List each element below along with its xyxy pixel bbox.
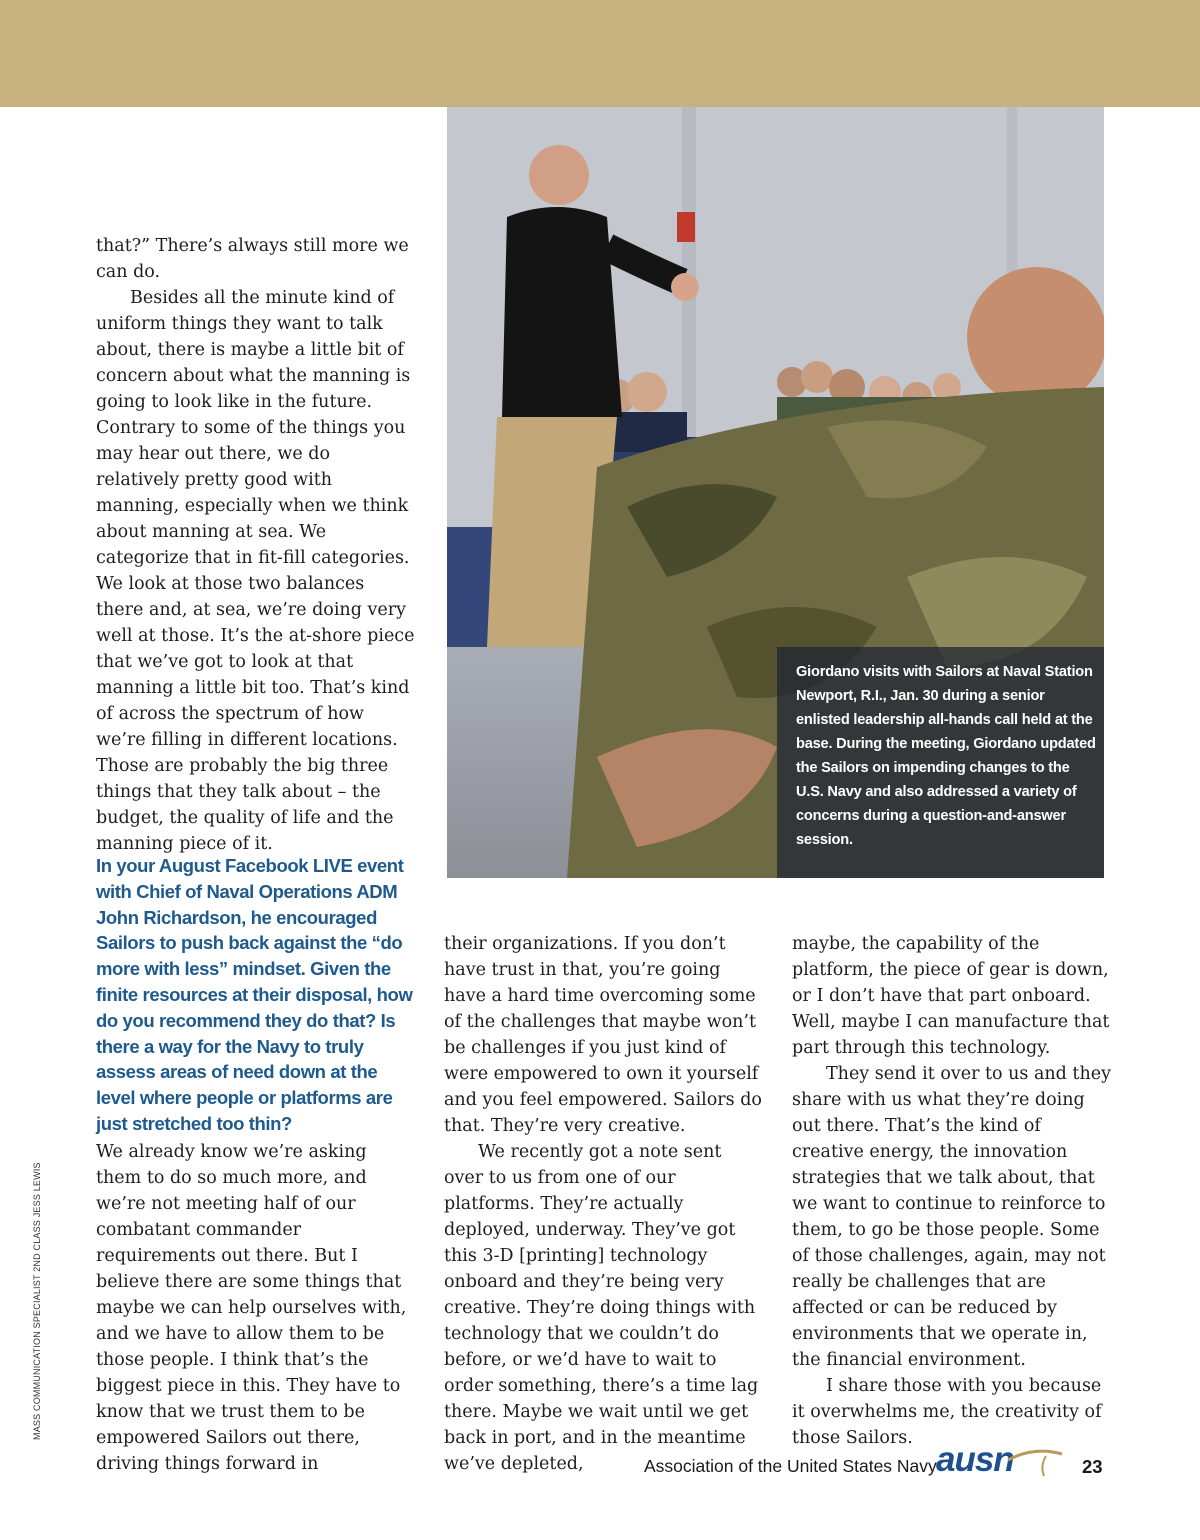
logo-swoosh-icon <box>1006 1444 1066 1478</box>
photo-caption: Giordano visits with Sailors at Naval Station Newport, R.I., Jan. 30 during a senior enlisted leadership all-hands call held at the base. During the meeting, Giordano updated the Sailors on impending changes to the U.S. Navy and also addressed a variety of concerns during a question-and-answer session. <box>796 664 1096 848</box>
article-column-1-top <box>96 233 416 857</box>
ausn-logo-text: ausn <box>936 1440 1014 1479</box>
paragraph: I share those with you because it overwhelms me, the creativity of those Sailors. <box>792 1376 1102 1448</box>
paragraph: They send it over to us and they share with us what they’re doing out there. That’s the kind of creative energy, the innovation strategies that we talk about, that we want to continue to reinforce to them, to go be those people. Some of those challenges, again, may not really be challenges that are affected or can be reduced by environments that we operate in, the financial environment. <box>792 1064 1111 1370</box>
paragraph: Besides all the minute kind of uniform things they want to talk about, there is maybe a little bit of concern about what the manning is going to look like in the future. Contrary to some of the things you may hear out there, we do relatively pretty good with manning, especially when we think about manning at sea. We categorize that in fit-fill categories. We look at those two balances there and, at sea, we’re doing very well at those. It’s the at-shore piece that we’ve got to look at that manning a little bit too. That’s kind of across the spectrum of how we’re filling in different locations. Those are probably the big three things that they talk about – the budget, the quality of life and the manning piece of it. <box>96 288 415 854</box>
paragraph: We recently got a note sent over to us from one of our platforms. They’re actually deployed, underway. They’ve got this 3-D [printing] technology onboard and they’re being very creative. They’re doing things with technology that we couldn’t do before, or we’d have to wait to order something, there’s a time lag there. Maybe we wait until we get back in port, and in the meantime we’ve depleted, <box>444 1142 759 1474</box>
footer-organization: Association of the United States Navy <box>644 1456 937 1476</box>
page-number: 23 <box>1082 1456 1103 1477</box>
top-color-band <box>0 0 1200 107</box>
article-column-1-bottom <box>96 1139 416 1477</box>
paragraph: that?” There’s always still more we can do. <box>96 236 409 282</box>
paragraph: maybe, the capability of the platform, the piece of gear is down, or I don’t have that part onboard. Well, maybe I can manufacture that part through this technology. <box>792 934 1110 1058</box>
article-column-2 <box>444 931 764 1477</box>
ausn-logo <box>936 1440 1076 1490</box>
paragraph: their organizations. If you don’t have trust in that, you’re going have a hard time overcoming some of the challenges that maybe won’t be challenges if you just kind of were empowered to own it yourself and you feel empowered. Sailors do that. They’re very creative. <box>444 934 762 1136</box>
photo-credit: MASS COMMUNICATION SPECIALIST 2ND CLASS JESS LEWIS <box>32 1162 42 1440</box>
paragraph: We already know we’re asking them to do so much more, and we’re not meeting half of our combatant commander requirements out there. But I believe there are some things that maybe we can help ourselves with, and we have to allow them to be those people. I think that’s the biggest piece in this. They have to know that we trust them to be empowered Sailors out there, driving things forward in <box>96 1142 407 1474</box>
article-column-3 <box>792 931 1112 1451</box>
interview-question: In your August Facebook LIVE event with Chief of Naval Operations ADM John Richardson, he encouraged Sailors to push back against the “do more with less” mindset. Given the finite resources at their disposal, how do you recommend they do that? Is there a way for the Navy to truly assess areas of need down at the level where people or platforms are just stretched too thin? <box>96 855 413 1134</box>
